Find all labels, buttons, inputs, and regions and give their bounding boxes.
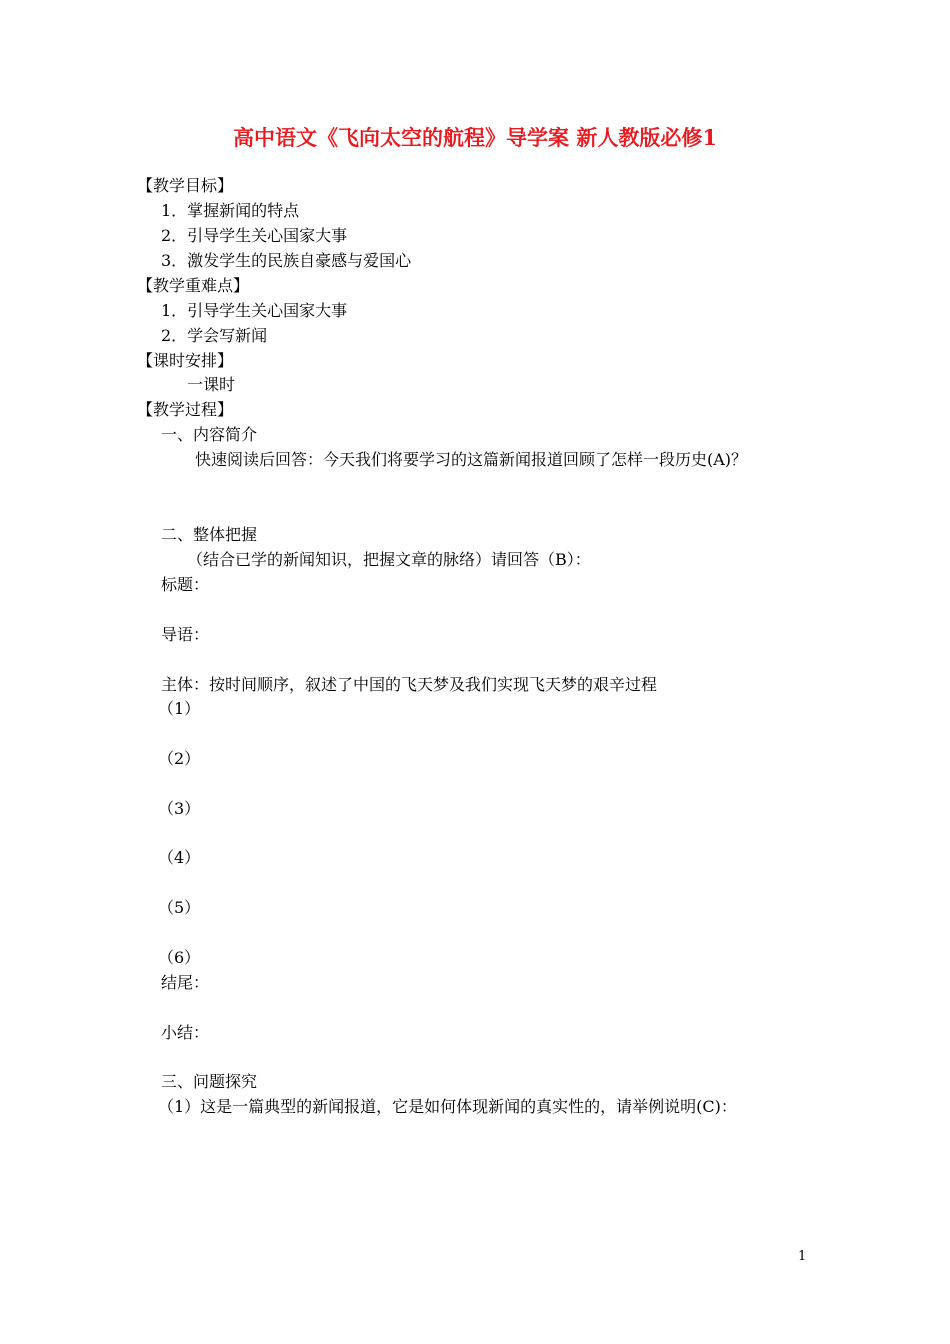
schedule-value: 一课时: [187, 375, 236, 394]
ending-label: 结尾：: [161, 973, 210, 992]
document-title: 高中语文《飞向太空的航程》导学案 新人教版必修1: [233, 125, 717, 150]
part3-question: （1）这是一篇典型的新闻报道，它是如何体现新闻的真实性的，请举例说明(C)：: [158, 1097, 737, 1116]
body-item: （5）: [158, 898, 201, 917]
schedule-heading: 【课时安排】: [137, 351, 234, 370]
process-heading: 【教学过程】: [137, 400, 234, 419]
summary-label: 小结：: [161, 1023, 210, 1042]
lead-label: 导语：: [161, 625, 210, 644]
page-number: 1: [798, 1249, 807, 1264]
body-item: （6）: [158, 948, 201, 967]
key-point-item: 1．引导学生关心国家大事: [161, 301, 348, 320]
headline-label: 标题：: [161, 575, 210, 594]
body-item: （4）: [158, 848, 201, 867]
part1-question: 快速阅读后回答：今天我们将要学习的这篇新闻报道回顾了怎样一段历史(A)？: [195, 450, 748, 469]
key-points-heading: 【教学重难点】: [137, 276, 250, 295]
part1-heading: 一、内容简介: [161, 425, 258, 444]
key-point-item: 2．学会写新闻: [161, 326, 268, 345]
body-label: 主体：按时间顺序，叙述了中国的飞天梦及我们实现飞天梦的艰辛过程: [161, 675, 658, 694]
objective-item: 3．激发学生的民族自豪感与爱国心: [161, 251, 412, 270]
part2-instruction: （结合已学的新闻知识，把握文章的脉络）请回答（B）：: [187, 550, 591, 569]
body-item: （1）: [158, 699, 201, 718]
body-item: （3）: [158, 799, 201, 818]
objective-item: 2．引导学生关心国家大事: [161, 226, 348, 245]
objectives-heading: 【教学目标】: [137, 176, 234, 195]
body-item: （2）: [158, 749, 201, 768]
part3-heading: 三、问题探究: [161, 1072, 258, 1091]
objective-item: 1．掌握新闻的特点: [161, 201, 300, 220]
part2-heading: 二、整体把握: [161, 525, 258, 544]
